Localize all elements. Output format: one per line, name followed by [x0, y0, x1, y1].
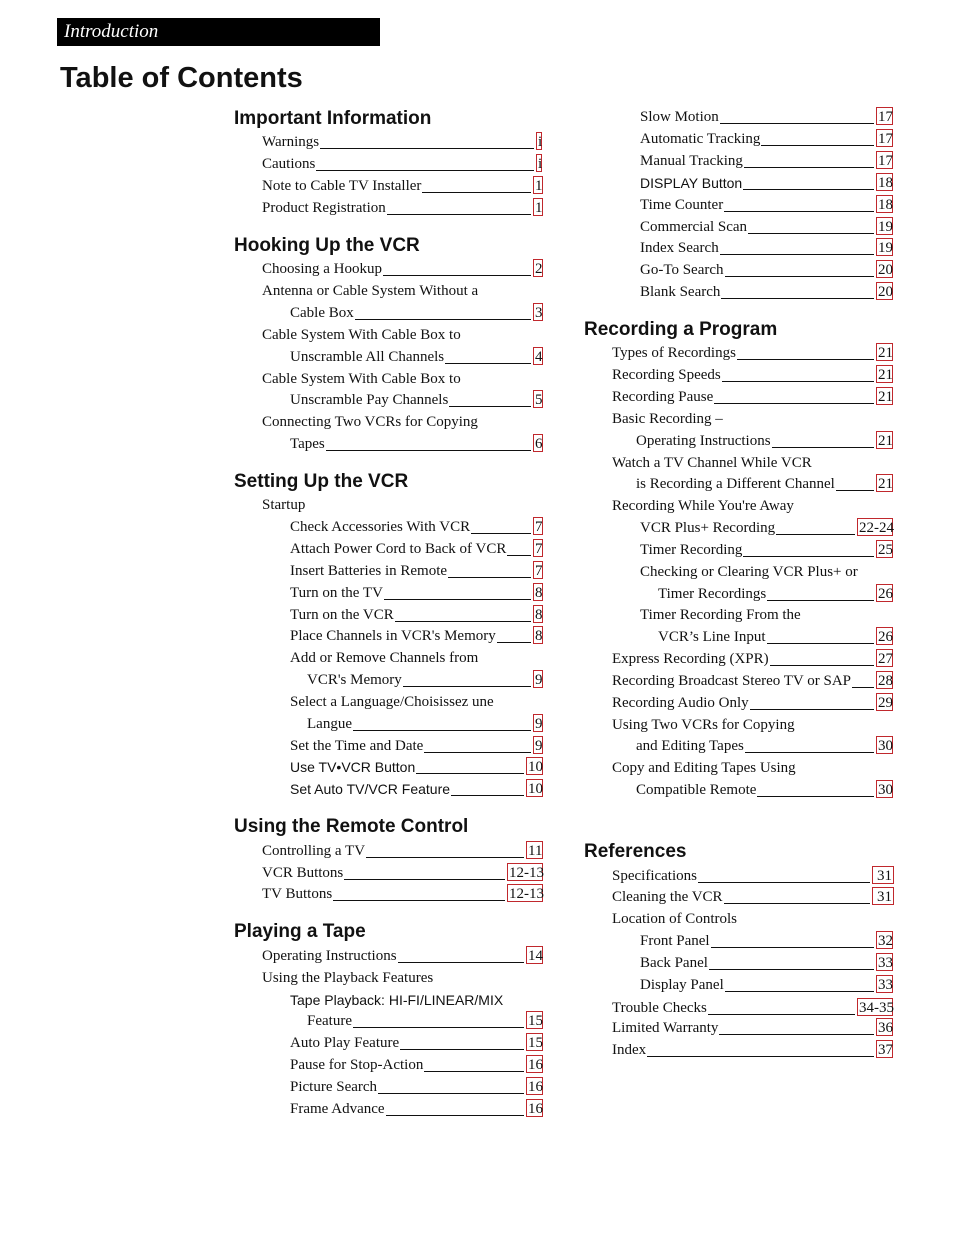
toc-entry-title: Blank Search	[640, 284, 721, 300]
toc-entry-title: Warnings	[262, 134, 320, 150]
page-number-link[interactable]: 20	[878, 262, 893, 278]
toc-subheading: Copy and Editing Tapes Using	[612, 760, 796, 776]
toc-entry[interactable]	[262, 863, 543, 883]
toc-entry-title: Operating Instructions	[636, 433, 771, 449]
toc-entry[interactable]	[262, 884, 543, 904]
toc-entry-title: Index	[612, 1042, 647, 1058]
toc-entry-title: Limited Warranty	[612, 1020, 719, 1036]
toc-entry[interactable]	[290, 626, 543, 646]
toc-subheading: Cable System With Cable Box to	[262, 327, 461, 343]
page-number-link[interactable]: 9	[535, 672, 543, 688]
toc-entry[interactable]	[290, 517, 543, 537]
toc-entry-title: VCR's Memory	[307, 672, 402, 688]
page-number-link[interactable]: 17	[878, 131, 893, 147]
toc-subheading: Basic Recording –	[612, 411, 723, 427]
page-number-link[interactable]: 10	[528, 759, 543, 775]
toc-entry[interactable]	[640, 282, 893, 302]
toc-entry-title: Specifications	[612, 868, 697, 884]
page-number-link[interactable]: 21	[878, 345, 893, 361]
leader-line	[290, 450, 531, 451]
toc-entry-title: Check Accessories With VCR	[290, 519, 471, 535]
toc-entry-title: Express Recording (XPR)	[612, 651, 769, 667]
toc-entry[interactable]	[640, 238, 893, 258]
toc-subheading: Location of Controls	[612, 911, 737, 927]
toc-entry[interactable]	[640, 975, 893, 995]
toc-entry[interactable]	[262, 198, 543, 218]
toc-entry-title: Choosing a Hookup	[262, 261, 382, 277]
toc-entry[interactable]	[262, 154, 542, 174]
page-number-link[interactable]: 15	[528, 1013, 543, 1029]
page-number-link[interactable]: 14	[528, 948, 543, 964]
section-heading: Playing a Tape	[234, 921, 366, 942]
toc-entry-title: Auto Play Feature	[290, 1035, 400, 1051]
toc-entry[interactable]	[640, 518, 893, 538]
toc-subheading: Select a Language/Choisissez une	[290, 694, 494, 710]
toc-subheading: Timer Recording From the	[640, 607, 801, 623]
page-number-link[interactable]: 17	[878, 153, 893, 169]
page-number-link[interactable]: 37	[878, 1042, 893, 1058]
toc-entry[interactable]	[307, 670, 543, 690]
page-number-link[interactable]: 17	[878, 109, 893, 125]
toc-entry[interactable]	[636, 474, 893, 494]
section-heading: Recording a Program	[584, 319, 778, 340]
section-heading: Setting Up the VCR	[234, 471, 409, 492]
toc-entry[interactable]	[612, 1040, 893, 1060]
page-number-link[interactable]: 7	[535, 563, 543, 579]
toc-subheading: Connecting Two VCRs for Copying	[262, 414, 478, 430]
page-number-link[interactable]: 10	[528, 781, 543, 797]
page-number-link[interactable]: 36	[878, 1020, 893, 1036]
toc-entry[interactable]	[262, 946, 543, 966]
toc-entry-title: Operating Instructions	[262, 948, 397, 964]
toc-entry-title: Picture Search	[290, 1079, 378, 1095]
section-heading: Hooking Up the VCR	[234, 235, 420, 256]
page-number-link[interactable]: 9	[535, 716, 543, 732]
page-number-link[interactable]: i	[538, 156, 543, 172]
toc-entry[interactable]	[290, 1055, 543, 1075]
toc-entry-title: Commercial Scan	[640, 219, 748, 235]
toc-entry-title: Types of Recordings	[612, 345, 736, 361]
toc-entry-title: Recording Pause	[612, 389, 714, 405]
toc-entry-title: Index Search	[640, 240, 719, 256]
toc-entry-title: VCR Buttons	[262, 865, 344, 881]
toc-entry-title: Cleaning the VCR	[612, 889, 723, 905]
toc-entry-title: Pause for Stop-Action	[290, 1057, 424, 1073]
toc-entry-title: Frame Advance	[290, 1101, 385, 1117]
toc-entry[interactable]	[290, 605, 543, 625]
toc-entry-title: Use TV•VCR Button	[290, 759, 416, 775]
toc-entry[interactable]	[290, 561, 543, 581]
toc-entry[interactable]	[612, 1018, 893, 1038]
toc-entry[interactable]	[640, 151, 893, 171]
toc-subheading: Startup	[262, 497, 306, 513]
page-number-link[interactable]: 8	[535, 585, 543, 601]
page-number-link[interactable]: 6	[535, 436, 543, 452]
page-number-link[interactable]: 20	[878, 284, 893, 300]
page-number-link[interactable]: 34-35	[859, 1000, 894, 1016]
leader-line	[612, 1056, 874, 1057]
toc-entry[interactable]	[640, 217, 893, 237]
toc-subheading: Tape Playback: HI-FI/LINEAR/MIX	[290, 992, 504, 1008]
toc-entry-title: Cable Box	[290, 305, 354, 321]
toc-entry[interactable]	[290, 434, 543, 454]
toc-entry-title: Feature	[307, 1013, 352, 1029]
page-number-link[interactable]: 11	[528, 843, 543, 859]
toc-subheading: Cable System With Cable Box to	[262, 371, 461, 387]
toc-entry-title: Front Panel	[640, 933, 710, 949]
toc-entry[interactable]	[290, 1099, 543, 1119]
page-number-link[interactable]: 19	[878, 219, 893, 235]
toc-entry[interactable]	[640, 173, 893, 193]
toc-entry-title: Unscramble Pay Channels	[290, 392, 449, 408]
page-number-link[interactable]: 2	[535, 261, 543, 277]
page-number-link[interactable]: 25	[878, 542, 893, 558]
toc-entry[interactable]	[640, 953, 893, 973]
toc-entry-title: Cautions	[262, 156, 316, 172]
toc-entry[interactable]	[636, 780, 893, 800]
toc-entry-title: Controlling a TV	[262, 843, 366, 859]
toc-entry[interactable]	[640, 107, 893, 127]
toc-entry-title: Attach Power Cord to Back of VCR	[290, 541, 507, 557]
toc-entry[interactable]	[290, 303, 543, 323]
toc-subheading: Add or Remove Channels from	[290, 650, 479, 666]
page-number-link[interactable]: 21	[878, 476, 893, 492]
toc-entry[interactable]	[290, 390, 543, 410]
toc-entry-title: Compatible Remote	[636, 782, 757, 798]
toc-entry[interactable]	[612, 387, 893, 407]
toc-entry[interactable]	[262, 841, 543, 861]
toc-entry[interactable]	[290, 1033, 543, 1053]
page-number-link[interactable]: 21	[878, 433, 893, 449]
toc-entry[interactable]	[640, 129, 893, 149]
page-number-link[interactable]: 30	[878, 782, 893, 798]
page-number-link[interactable]: i	[538, 134, 543, 150]
page-number-link[interactable]: 15	[528, 1035, 543, 1051]
toc-entry[interactable]	[612, 693, 893, 713]
page-number-link[interactable]: 21	[878, 389, 893, 405]
toc-entry[interactable]	[307, 1011, 543, 1031]
toc-entry-title: Product Registration	[262, 200, 386, 216]
toc-entry[interactable]	[612, 866, 894, 886]
toc-entry-title: Recording Broadcast Stereo TV or SAP	[612, 673, 851, 689]
toc-entry-title: Timer Recording	[640, 542, 743, 558]
toc-subheading: Watch a TV Channel While VCR	[612, 455, 812, 471]
toc-entry-title: VCR’s Line Input	[658, 629, 766, 645]
page-number-link[interactable]: 16	[528, 1057, 543, 1073]
page-number-link[interactable]: 26	[878, 586, 893, 602]
toc-entry[interactable]	[262, 176, 543, 196]
page-number-link[interactable]: 8	[535, 628, 543, 644]
toc-entry[interactable]	[290, 347, 543, 367]
toc-entry[interactable]	[290, 539, 543, 559]
toc-entry[interactable]	[658, 584, 893, 604]
page-number-link[interactable]: 19	[878, 240, 893, 256]
toc-entry[interactable]	[636, 736, 893, 756]
toc-entry-title: DISPLAY Button	[640, 175, 743, 191]
toc-entry[interactable]	[307, 714, 543, 734]
page-number-link[interactable]: 16	[528, 1101, 543, 1117]
toc-entry[interactable]	[612, 343, 893, 363]
page-number-link[interactable]: 32	[878, 933, 893, 949]
page-number-link[interactable]: 16	[528, 1079, 543, 1095]
toc-entry-title: Timer Recordings	[658, 586, 767, 602]
toc-entry[interactable]	[612, 998, 893, 1018]
toc-entry-title: Langue	[307, 716, 352, 732]
toc-entry-title: Turn on the VCR	[290, 607, 394, 623]
banner-label: Introduction	[64, 21, 159, 42]
toc-entry-title: Note to Cable TV Installer	[262, 178, 422, 194]
toc-entry[interactable]	[612, 365, 893, 385]
page-number-link[interactable]: 7	[535, 541, 543, 557]
page-number-link[interactable]: 29	[878, 695, 893, 711]
toc-entry[interactable]	[612, 671, 893, 691]
page-number-link[interactable]: 27	[878, 651, 893, 667]
page-number-link[interactable]: 33	[878, 955, 893, 971]
page-title: Table of Contents	[60, 62, 303, 94]
toc-entry-title: Recording Audio Only	[612, 695, 749, 711]
page-number-link[interactable]: 30	[878, 738, 893, 754]
page-number-link[interactable]: 1	[535, 200, 543, 216]
section-heading: Important Information	[234, 108, 432, 129]
section-banner	[57, 18, 380, 46]
toc-subheading: Checking or Clearing VCR Plus+ or	[640, 564, 858, 580]
toc-entry[interactable]	[262, 259, 543, 279]
toc-entry-title: Automatic Tracking	[640, 131, 761, 147]
toc-entry[interactable]	[640, 540, 893, 560]
toc-entry-title: Insert Batteries in Remote	[290, 563, 448, 579]
section-heading: References	[584, 841, 687, 862]
page-number-link[interactable]: 26	[878, 629, 893, 645]
page-number-link[interactable]: 3	[535, 305, 543, 321]
toc-entry-title: TV Buttons	[262, 886, 333, 902]
toc-entry[interactable]	[290, 1077, 543, 1097]
toc-entry[interactable]	[612, 887, 894, 907]
page-number-link[interactable]: 7	[535, 519, 543, 535]
page-number-link[interactable]: 8	[535, 607, 543, 623]
section-heading: Using the Remote Control	[234, 816, 469, 837]
toc-entry[interactable]	[640, 931, 893, 951]
toc-entry-title: Set Auto TV/VCR Feature	[290, 781, 451, 797]
toc-entry-title: Manual Tracking	[640, 153, 743, 169]
toc-entry-title: Back Panel	[640, 955, 708, 971]
page-number-link[interactable]: 12-13	[509, 865, 544, 881]
page-number-link[interactable]: 28	[878, 673, 893, 689]
page-number-link[interactable]: 1	[535, 178, 543, 194]
toc-entry[interactable]	[290, 583, 543, 603]
toc-entry-title: Slow Motion	[640, 109, 719, 125]
toc-subheading: Using Two VCRs for Copying	[612, 717, 795, 733]
toc-entry-title: and Editing Tapes	[636, 738, 744, 754]
toc-entry-title: Turn on the TV	[290, 585, 383, 601]
toc-entry[interactable]	[290, 736, 543, 756]
toc-entry[interactable]	[640, 195, 893, 215]
toc-subheading: Antenna or Cable System Without a	[262, 283, 479, 299]
toc-entry-title: Set the Time and Date	[290, 738, 424, 754]
toc-subheading: Recording While You're Away	[612, 498, 794, 514]
page-number-link[interactable]: 21	[878, 367, 893, 383]
toc-entry[interactable]	[640, 260, 893, 280]
page-number-link[interactable]: 31	[872, 866, 894, 884]
page-number-link[interactable]: 5	[535, 392, 543, 408]
toc-entry-title: Unscramble All Channels	[290, 349, 445, 365]
page-number-link[interactable]: 9	[535, 738, 543, 754]
toc-entry-title: Place Channels in VCR's Memory	[290, 628, 496, 644]
page-number-link[interactable]: 31	[872, 887, 894, 905]
toc-entry-title: is Recording a Different Channel	[636, 476, 835, 492]
page-number-link[interactable]: 18	[878, 197, 893, 213]
toc-entry-title: Go-To Search	[640, 262, 724, 278]
toc-entry[interactable]	[290, 757, 543, 777]
page-number-link[interactable]: 33	[878, 977, 893, 993]
toc-entry-title: Time Counter	[640, 197, 724, 213]
toc-entry-title: Tapes	[290, 436, 325, 452]
toc-entry-title: Recording Speeds	[612, 367, 721, 383]
toc-entry-title: VCR Plus+ Recording	[640, 520, 776, 536]
page-number-link[interactable]: 12-13	[509, 886, 544, 902]
toc-entry[interactable]	[636, 431, 893, 451]
toc-entry-title: Trouble Checks	[612, 1000, 707, 1016]
page-number-link[interactable]: 4	[535, 349, 543, 365]
page-number-link[interactable]: 18	[878, 175, 893, 191]
toc-entry[interactable]	[612, 649, 893, 669]
toc-entry-title: Display Panel	[640, 977, 724, 993]
toc-entry[interactable]	[658, 627, 893, 647]
page-number-link[interactable]: 22-24	[859, 520, 894, 536]
toc-entry[interactable]	[262, 132, 542, 152]
toc-entry[interactable]	[290, 779, 543, 799]
toc-subheading: Using the Playback Features	[262, 970, 434, 986]
